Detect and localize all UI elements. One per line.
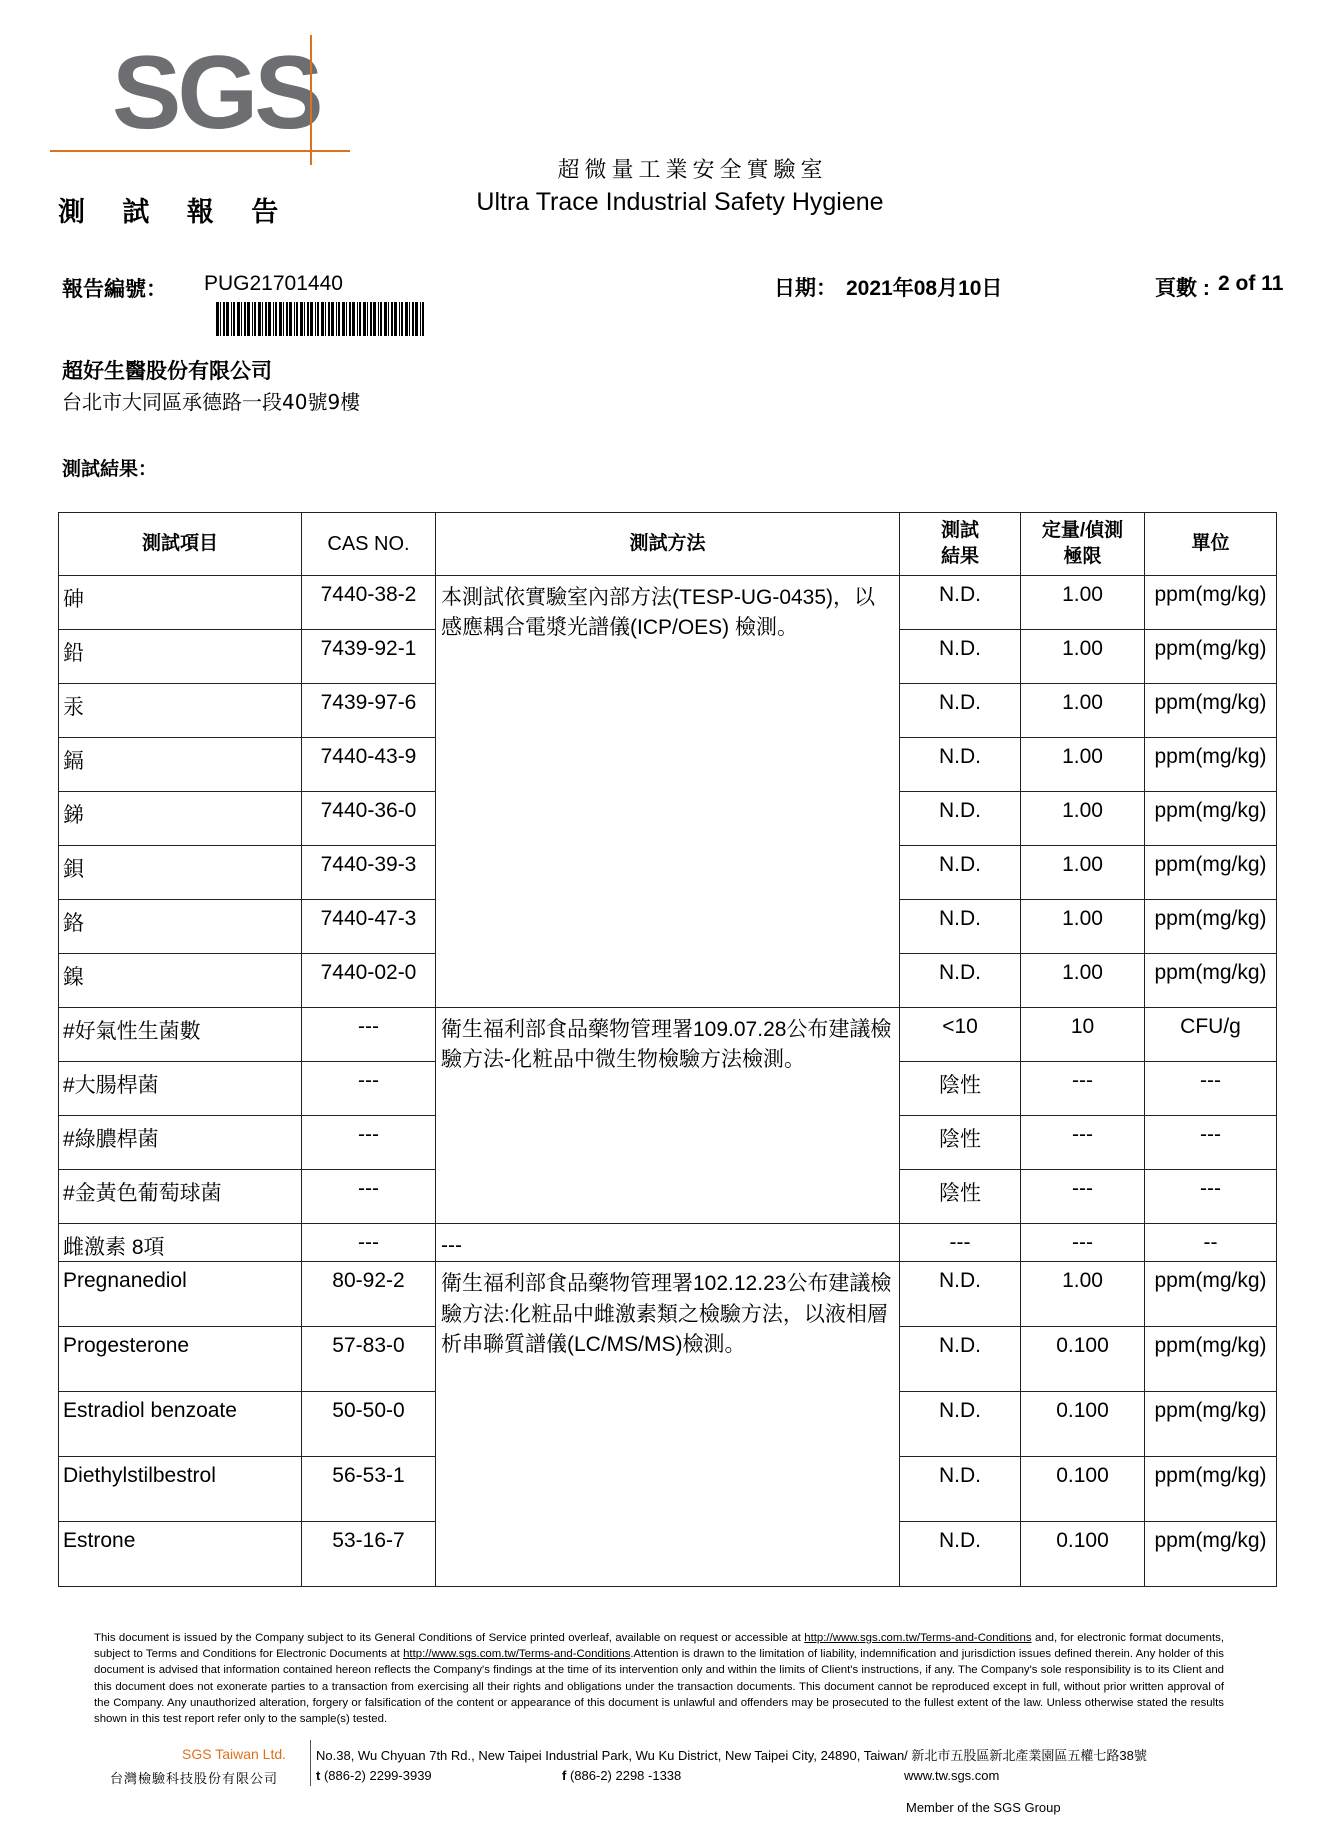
detection-limit: 1.00: [1021, 630, 1145, 684]
barcode-bar: [384, 302, 387, 336]
website-link[interactable]: www.tw.sgs.com: [904, 1768, 1000, 1783]
cas-number: ---: [302, 1116, 436, 1170]
unit: ppm(mg/kg): [1145, 1522, 1277, 1587]
company-name-en: SGS Taiwan Ltd.: [182, 1746, 287, 1762]
unit: ppm(mg/kg): [1145, 1327, 1277, 1392]
header-unit: 單位: [1145, 513, 1277, 576]
fax: [562, 1768, 681, 1783]
test-method: 衛生福利部食品藥物管理署109.07.28公布建議檢驗方法-化粧品中微生物檢驗方法檢測。: [436, 1008, 900, 1224]
company-name-zh: 台灣檢驗科技股份有限公司: [110, 1772, 279, 1787]
barcode-bar: [391, 302, 393, 336]
test-item: Diethylstilbestrol: [59, 1457, 302, 1522]
cas-number: 50-50-0: [302, 1392, 436, 1457]
test-item: Estradiol benzoate: [59, 1392, 302, 1457]
test-result: N.D.: [900, 684, 1021, 738]
unit: ppm(mg/kg): [1145, 684, 1277, 738]
detection-limit: 10: [1021, 1008, 1145, 1062]
unit: --: [1145, 1224, 1277, 1262]
detection-limit: 1.00: [1021, 684, 1145, 738]
barcode-bar: [315, 302, 316, 336]
test-item: 雌激素 8項: [59, 1224, 302, 1262]
fax-number: (886-2) 2298 -1338: [569, 1768, 682, 1783]
cas-number: ---: [302, 1062, 436, 1116]
test-item: 銻: [59, 792, 302, 846]
barcode-bar: [279, 302, 282, 336]
barcode-bar: [223, 302, 225, 336]
unit: ppm(mg/kg): [1145, 792, 1277, 846]
test-result: N.D.: [900, 738, 1021, 792]
header-result-line1: 測試: [940, 520, 979, 542]
detection-limit: ---: [1021, 1170, 1145, 1224]
detection-limit: 0.100: [1021, 1392, 1145, 1457]
test-method: 本測試依實驗室內部方法(TESP-UG-0435)，以感應耦合電漿光譜儀(ICP/OES) 檢測。: [436, 576, 900, 1008]
barcode-bar: [325, 302, 326, 336]
barcode-bar: [405, 302, 408, 336]
document-title: 測 試 報 告: [58, 197, 293, 228]
test-item: 汞: [59, 684, 302, 738]
barcode-bar: [231, 302, 232, 336]
cas-number: 7440-43-9: [302, 738, 436, 792]
cas-number: 7440-39-3: [302, 846, 436, 900]
lab-name-en: Ultra Trace Industrial Safety Hygiene: [476, 188, 884, 216]
barcode-bar: [254, 302, 256, 336]
barcode-bar: [331, 302, 334, 336]
header-method: 測試方法: [436, 513, 900, 576]
barcode-bar: [338, 302, 340, 336]
test-item: Progesterone: [59, 1327, 302, 1392]
results-table: [58, 512, 1277, 1587]
barcode-bar: [388, 302, 389, 336]
barcode-bar: [422, 302, 424, 336]
barcode-bar: [373, 302, 376, 336]
test-item: 鋇: [59, 846, 302, 900]
unit: ppm(mg/kg): [1145, 576, 1277, 630]
barcode-bar: [304, 302, 305, 336]
test-method: ---: [436, 1224, 900, 1262]
barcode-bar: [258, 302, 261, 336]
terms-link-1[interactable]: http://www.sgs.com.tw/Terms-and-Conditions: [804, 1632, 1032, 1644]
barcode-bar: [328, 302, 330, 336]
barcode-bar: [275, 302, 277, 336]
barcode-bar: [289, 302, 292, 336]
test-result: ---: [900, 1224, 1021, 1262]
cas-number: 80-92-2: [302, 1262, 436, 1327]
cas-number: 53-16-7: [302, 1522, 436, 1587]
report-no: PUG21701440: [204, 272, 343, 295]
cas-number: 7440-02-0: [302, 954, 436, 1008]
test-item: 鎳: [59, 954, 302, 1008]
barcode-bar: [349, 302, 351, 336]
barcode-bar: [307, 302, 309, 336]
barcode-bar: [300, 302, 303, 336]
barcode-bar: [357, 302, 358, 336]
barcode-bar: [241, 302, 242, 336]
test-item: 鎘: [59, 738, 302, 792]
test-result: 陰性: [900, 1170, 1021, 1224]
unit: ---: [1145, 1116, 1277, 1170]
page-number: 2 of 11: [1218, 272, 1284, 295]
barcode-bar: [273, 302, 274, 336]
barcode-bar: [265, 302, 267, 336]
telephone: [316, 1768, 432, 1783]
unit: ppm(mg/kg): [1145, 630, 1277, 684]
member-note: Member of the SGS Group: [906, 1800, 1061, 1815]
lab-name-zh: 超微量工業安全實驗室: [557, 158, 828, 183]
detection-limit: 0.100: [1021, 1522, 1145, 1587]
barcode-bar: [342, 302, 345, 336]
test-result: N.D.: [900, 846, 1021, 900]
test-result: N.D.: [900, 630, 1021, 684]
table-row: [59, 1262, 1277, 1327]
test-result: N.D.: [900, 1262, 1021, 1327]
test-result: 陰性: [900, 1062, 1021, 1116]
detection-limit: ---: [1021, 1062, 1145, 1116]
test-item: #大腸桿菌: [59, 1062, 302, 1116]
test-item: 鉛: [59, 630, 302, 684]
client-name: 超好生醫股份有限公司: [62, 359, 272, 383]
unit: CFU/g: [1145, 1008, 1277, 1062]
barcode-bar: [363, 302, 366, 336]
barcode-bar: [409, 302, 410, 336]
barcode-bar: [359, 302, 361, 336]
barcode: [216, 302, 426, 336]
test-result: N.D.: [900, 576, 1021, 630]
svg-text:SGS: SGS: [112, 35, 320, 151]
test-item: #金黃色葡萄球菌: [59, 1170, 302, 1224]
detection-limit: 1.00: [1021, 954, 1145, 1008]
cas-number: 57-83-0: [302, 1327, 436, 1392]
barcode-bar: [237, 302, 240, 336]
test-result: N.D.: [900, 1392, 1021, 1457]
cas-number: 7440-47-3: [302, 900, 436, 954]
sgs-logo: [50, 30, 355, 165]
test-item: Pregnanediol: [59, 1262, 302, 1327]
report-no-label: 報告編號：: [62, 278, 167, 301]
header-result-line2: 結果: [940, 546, 979, 567]
detection-limit: 0.100: [1021, 1457, 1145, 1522]
barcode-bar: [378, 302, 379, 336]
unit: ppm(mg/kg): [1145, 1457, 1277, 1522]
unit: ---: [1145, 1062, 1277, 1116]
barcode-bar: [401, 302, 403, 336]
fax-label: f: [562, 1768, 567, 1783]
unit: ppm(mg/kg): [1145, 846, 1277, 900]
header-limit: [1021, 513, 1145, 576]
table-row: [59, 1008, 1277, 1062]
table-row-hormone-group: [59, 1224, 1277, 1262]
barcode-bar: [220, 302, 221, 336]
barcode-bar: [283, 302, 284, 336]
disclaimer: [94, 1630, 1224, 1727]
test-result: N.D.: [900, 1457, 1021, 1522]
barcode-bar: [286, 302, 288, 336]
barcode-bar: [268, 302, 271, 336]
terms-link-2[interactable]: http://www.sgs.com.tw/Terms-and-Conditions: [403, 1648, 631, 1661]
table-row: [59, 576, 1277, 630]
barcode-bar: [252, 302, 253, 336]
results-label: 測試結果：: [62, 458, 158, 480]
test-result: N.D.: [900, 792, 1021, 846]
test-result: N.D.: [900, 954, 1021, 1008]
barcode-bar: [294, 302, 295, 336]
test-item: #綠膿桿菌: [59, 1116, 302, 1170]
cas-number: ---: [302, 1170, 436, 1224]
barcode-bar: [399, 302, 400, 336]
detection-limit: 0.100: [1021, 1327, 1145, 1392]
barcode-bar: [346, 302, 347, 336]
cas-number: ---: [302, 1224, 436, 1262]
header-cas: CAS NO.: [302, 513, 436, 576]
barcode-bar: [321, 302, 324, 336]
barcode-bar: [310, 302, 313, 336]
header-limit-line1: 定量/偵測: [1041, 520, 1124, 542]
cas-number: 7439-97-6: [302, 684, 436, 738]
unit: ---: [1145, 1170, 1277, 1224]
report-date: 2021年08月10日: [846, 277, 1003, 300]
detection-limit: 1.00: [1021, 576, 1145, 630]
tel-number: (886-2) 2299-3939: [323, 1768, 432, 1783]
barcode-bar: [296, 302, 298, 336]
detection-limit: 1.00: [1021, 846, 1145, 900]
barcode-bar: [352, 302, 355, 336]
barcode-bar: [415, 302, 418, 336]
cas-number: 7439-92-1: [302, 630, 436, 684]
barcode-bar: [367, 302, 368, 336]
date-label: 日期：: [774, 277, 837, 300]
barcode-bar: [233, 302, 235, 336]
cas-number: 7440-36-0: [302, 792, 436, 846]
barcode-bar: [336, 302, 337, 336]
header-result: [900, 513, 1021, 576]
barcode-bar: [317, 302, 319, 336]
test-item: 鉻: [59, 900, 302, 954]
barcode-bar: [247, 302, 250, 336]
client-address: 台北市大同區承德路一段40號9樓: [62, 390, 361, 414]
unit: ppm(mg/kg): [1145, 1262, 1277, 1327]
detection-limit: 1.00: [1021, 792, 1145, 846]
header-item: 測試項目: [59, 513, 302, 576]
test-method: 衛生福利部食品藥物管理署102.12.23公布建議檢驗方法:化粧品中雌激素類之檢驗方法，以液相層析串聯質譜儀(LC/MS/MS)檢測。: [436, 1262, 900, 1587]
barcode-bar: [412, 302, 414, 336]
test-result: 陰性: [900, 1116, 1021, 1170]
cas-number: 56-53-1: [302, 1457, 436, 1522]
barcode-bar: [216, 302, 219, 336]
detection-limit: ---: [1021, 1224, 1145, 1262]
disclaimer-part1: This document is issued by the Company subject to its General Conditions of Service printed overleaf, available on request or accessible at: [94, 1632, 805, 1644]
cas-number: ---: [302, 1008, 436, 1062]
unit: ppm(mg/kg): [1145, 900, 1277, 954]
unit: ppm(mg/kg): [1145, 738, 1277, 792]
unit: ppm(mg/kg): [1145, 1392, 1277, 1457]
barcode-bar: [370, 302, 372, 336]
table-header-row: [59, 513, 1277, 576]
test-item: Estrone: [59, 1522, 302, 1587]
barcode-bar: [420, 302, 421, 336]
test-result: N.D.: [900, 1522, 1021, 1587]
detection-limit: 1.00: [1021, 738, 1145, 792]
barcode-bar: [244, 302, 246, 336]
tel-label: t: [316, 1768, 321, 1783]
test-result: <10: [900, 1008, 1021, 1062]
unit: ppm(mg/kg): [1145, 954, 1277, 1008]
header-limit-line2: 極限: [1063, 546, 1102, 567]
footer-divider: [310, 1740, 311, 1786]
detection-limit: 1.00: [1021, 900, 1145, 954]
barcode-bar: [380, 302, 382, 336]
disclaimer-part2: and, for electronic format documents, subject to Terms and Conditions for Electronic Documents at: [94, 1632, 1224, 1661]
detection-limit: ---: [1021, 1116, 1145, 1170]
test-item: 砷: [59, 576, 302, 630]
page-label: 頁數 :: [1155, 277, 1210, 300]
barcode-bar: [394, 302, 397, 336]
test-item: #好氣性生菌數: [59, 1008, 302, 1062]
company-address: No.38, Wu Chyuan 7th Rd., New Taipei Industrial Park, Wu Ku District, New Taipei City, 24890, Taiwan/ 新北市五股區新北產業園區五權七路38號: [316, 1748, 1147, 1763]
detection-limit: 1.00: [1021, 1262, 1145, 1327]
test-result: N.D.: [900, 1327, 1021, 1392]
test-result: N.D.: [900, 900, 1021, 954]
barcode-bar: [262, 302, 263, 336]
disclaimer-part3: .Attention is drawn to the limitation of liability, indemnification and jurisdiction issues defined therein. Any holder of this document is advised that information contained hereon reflects the Company's findings at the time of its intervention only and within the limits of Client's instructions, if any. The Company's sole responsibility is to its Client and this document does not exonerate parties to a transaction from exercising all their rights and obligations under the transaction documents. This document cannot be reproduced except in full, without prior written approval of the Company. Any unauthorized alteration, forgery or falsification of the content or appearance of this document is unlawful and offenders may be prosecuted to the fullest extent of the law. Unless otherwise stated the results shown in this test report refer only to the sample(s) tested.: [94, 1648, 1224, 1726]
barcode-bar: [226, 302, 229, 336]
cas-number: 7440-38-2: [302, 576, 436, 630]
